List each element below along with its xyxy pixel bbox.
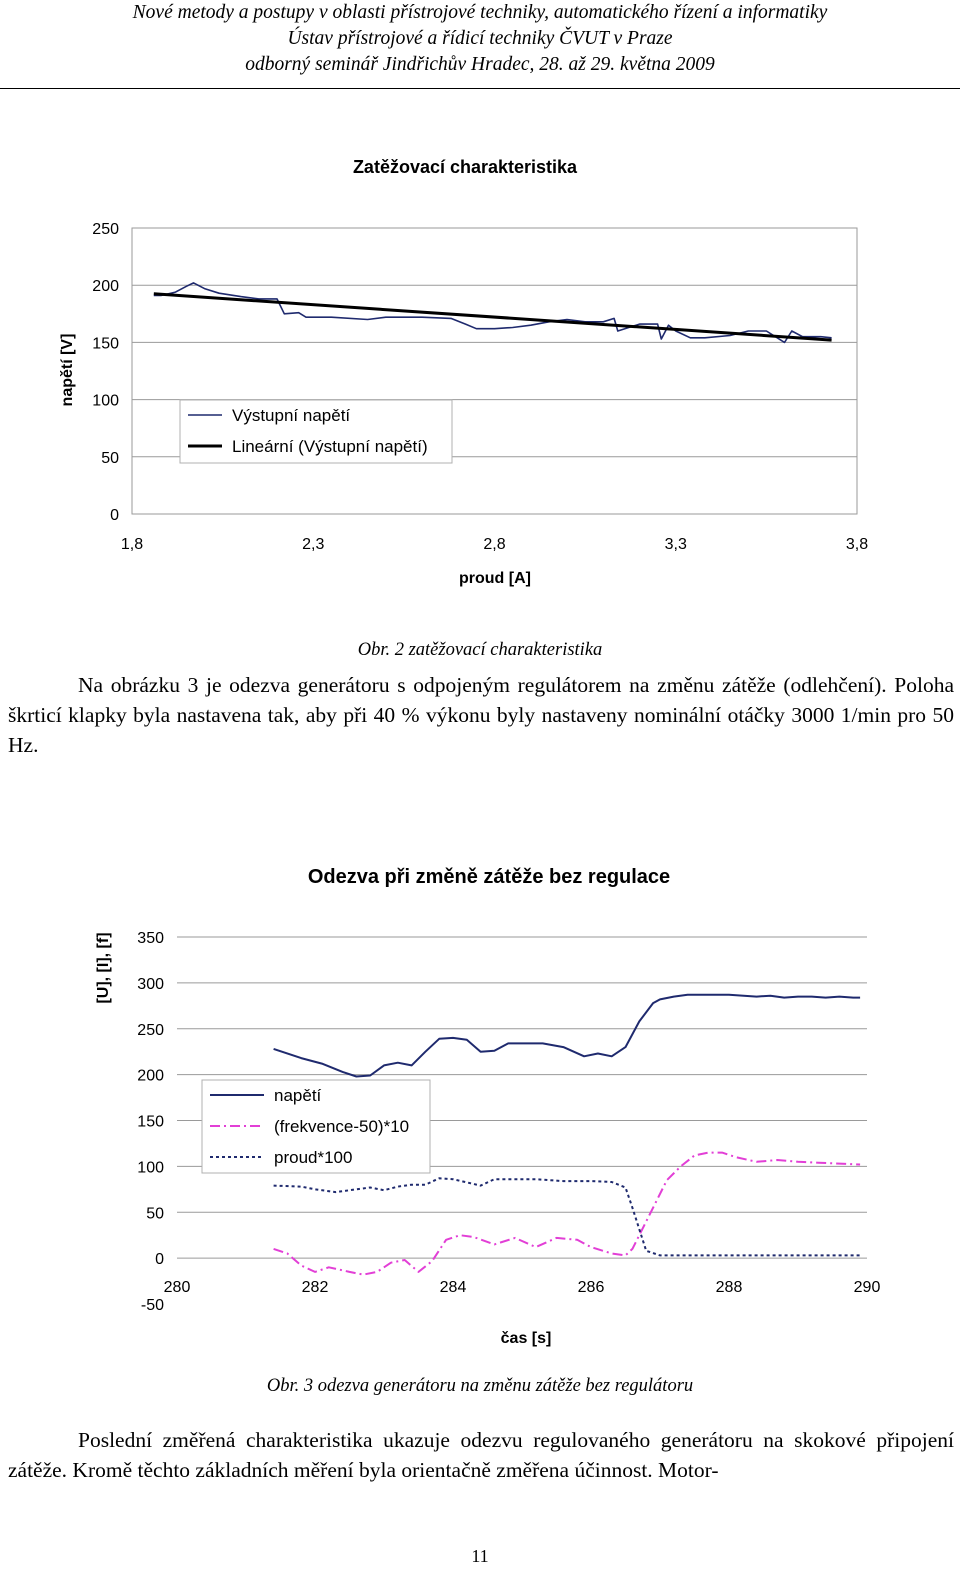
y-tick-label: 0 (155, 1251, 164, 1269)
x-tick-label: 3,3 (664, 536, 687, 553)
y-tick-label: 50 (146, 1205, 164, 1223)
x-tick-label: 280 (163, 1279, 191, 1296)
response-chart (0, 840, 960, 1360)
x-axis-title: čas [s] (500, 1330, 552, 1347)
legend-label: napětí (274, 1086, 322, 1105)
x-tick-label: 286 (577, 1279, 605, 1296)
load-characteristic-chart (0, 0, 960, 610)
x-tick-label: 288 (715, 1279, 743, 1296)
y-tick-label: 200 (92, 278, 119, 296)
x-tick-label: 3,8 (845, 536, 869, 553)
legend-label: proud*100 (274, 1148, 353, 1167)
y-axis-title: napětí [V] (59, 333, 76, 407)
figure3-caption: Obr. 3 odezva generátoru na změnu zátěže bez regulátoru (266, 1376, 694, 1396)
x-tick-label: 284 (439, 1279, 467, 1296)
y-tick-label: 150 (137, 1113, 164, 1131)
paragraph-2 (8, 1425, 954, 1485)
series-line (274, 1178, 861, 1255)
chart-title: Zatěžovací charakteristika (352, 157, 578, 177)
x-tick-label: 290 (853, 1279, 881, 1296)
header-line-3: odborný seminář Jindřichův Hradec, 28. až 29. května 2009 (245, 54, 715, 75)
x-tick-label: 1,8 (120, 536, 144, 553)
figure2-caption: Obr. 2 zatěžovací charakteristika (357, 640, 603, 660)
x-tick-label: 2,3 (302, 536, 325, 553)
paragraph-1 (8, 670, 954, 760)
header-line-2: Ústav přístrojové a řídicí techniky ČVUT v Praze (287, 28, 673, 49)
header-line-1: Nové metody a postupy v oblasti přístrojové techniky, automatického řízení a informatiky (132, 2, 828, 23)
y-tick-label: 50 (101, 449, 119, 467)
y-axis-title: [U], [I], [f] (95, 932, 112, 1004)
series-line (274, 995, 861, 1077)
series-line (154, 294, 832, 340)
x-tick-label: 282 (301, 1279, 329, 1296)
y-tick-label: 0 (110, 507, 119, 524)
y-tick-label: 250 (92, 221, 119, 238)
y-tick-label: 150 (92, 335, 119, 353)
legend-label: (frekvence-50)*10 (274, 1117, 410, 1136)
paragraph-1-text: Na obrázku 3 je odezva generátoru s odpojeným regulátorem na změnu zátěže (odlehčení). Poloha škrticí klapky byla nastavena tak, aby při 40 % výkonu byly nastaveny nominální otáčky 3000 1/min pro 50 Hz. (8, 673, 954, 757)
y-tick-label: -50 (140, 1297, 164, 1314)
y-tick-label: 350 (137, 930, 164, 947)
y-tick-label: 100 (92, 392, 119, 410)
page-number: 11 (471, 1546, 489, 1566)
chart-title: Odezva při změně zátěže bez regulace (307, 866, 671, 888)
x-tick-label: 2,8 (483, 536, 506, 553)
y-tick-label: 250 (137, 1021, 164, 1039)
paragraph-2-text: Poslední změřená charakteristika ukazuje odezvu regulovaného generátoru na skokové připojení zátěže. Kromě těchto základních měření byla orientačně změřena účinnost. Motor- (8, 1428, 954, 1482)
y-tick-label: 300 (137, 975, 164, 993)
plot-frame (132, 228, 857, 514)
y-tick-label: 100 (137, 1159, 164, 1177)
y-tick-label: 200 (137, 1067, 164, 1085)
x-axis-title: proud [A] (459, 570, 531, 587)
legend-label: Lineární (Výstupní napětí) (232, 437, 428, 456)
legend-label: Výstupní napětí (232, 406, 351, 425)
